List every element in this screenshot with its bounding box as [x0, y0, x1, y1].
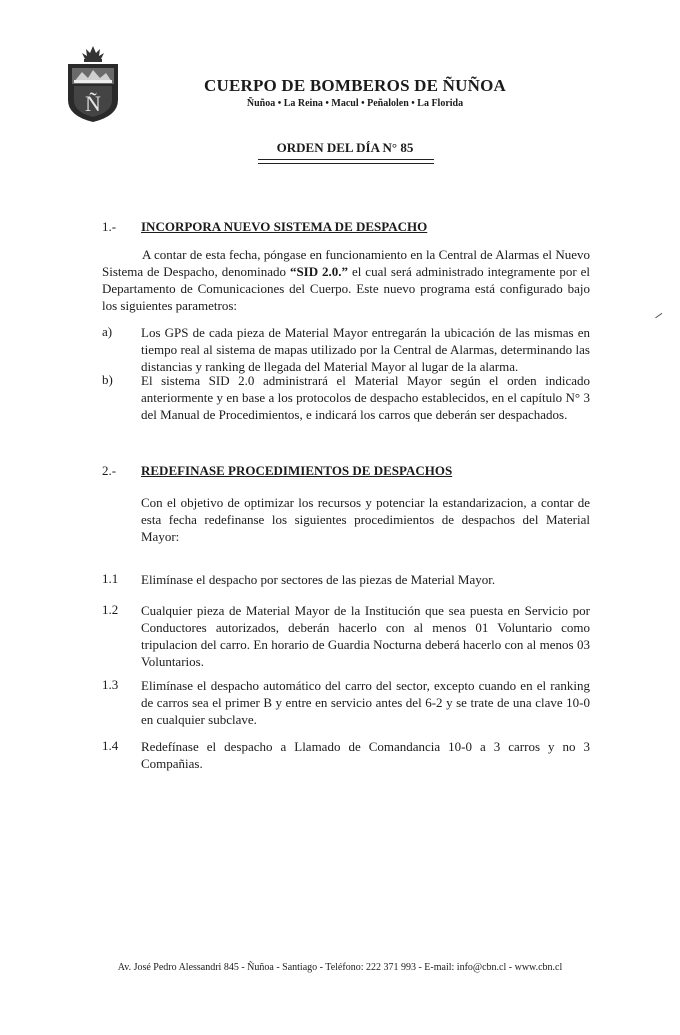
- organization-title: CUERPO DE BOMBEROS DE ÑUÑOA: [204, 76, 506, 95]
- item-b-text: El sistema SID 2.0 administrará el Material Mayor según el orden indicado anteriormente y en base a los protocolos de despacho establecidos, en el capítulo N° 3 del Manual de Procedimientos, e indicará los carros que deberán ser despachados.: [141, 373, 590, 422]
- section-1-intro: A contar de esta fecha, póngase en funcionamiento en la Central de Alarmas el Nuevo Sistema de Despacho, denominado “SID 2.0.” el cual será administrado integramente por el Departamento de Comunicaciones del Cuerpo. Este nuevo programa está configurado bajo los siguientes parametros:: [102, 247, 590, 313]
- item-1-1-label: 1.1: [102, 571, 119, 586]
- item-1-2-label: 1.2: [102, 602, 119, 617]
- title-double-underline: [258, 159, 434, 164]
- section-2-intro: Con el objetivo de optimizar los recursos y potenciar la estandarizacion, a contar de esta fecha redefinanse los siguientes procedimientos de despachos del Material Mayor:: [141, 495, 590, 544]
- item-b-label: b): [102, 372, 113, 387]
- section-2-heading: REDEFINASE PROCEDIMIENTOS DE DESPACHOS: [141, 463, 453, 478]
- section-1-number: 1.-: [102, 219, 117, 234]
- item-1-4-text: Redefínase el despacho a Llamado de Comandancia 10-0 a 3 carros y no 3 Compañias.: [141, 739, 590, 771]
- organization-communes: Ñuñoa • La Reina • Macul • Peñalolen • La Florida: [246, 98, 464, 109]
- section-1-heading: INCORPORA NUEVO SISTEMA DE DESPACHO: [141, 219, 428, 234]
- logo-letter: Ñ: [85, 91, 101, 116]
- order-of-the-day-title: ORDEN DEL DÍA N° 85: [276, 140, 414, 155]
- item-1-1-text: Elimínase el despacho por sectores de las piezas de Material Mayor.: [141, 572, 496, 587]
- bomberos-nunoa-crest-logo: [62, 44, 124, 124]
- item-1-3-text: Elimínase el despacho automático del carro del sector, excepto cuando en el ranking de carros sea el primer B y entre en servicio antes del 6-2 y se trate de una clave 10-0 en cualquier subclave.: [141, 678, 590, 727]
- item-a-label: a): [102, 324, 113, 339]
- item-a-text: Los GPS de cada pieza de Material Mayor entregarán la ubicación de las mismas en tiempo real al sistema de mapas utilizado por la Central de Alarmas, determinando las distancias y ranking de llegada del Material Mayor al lugar de la alarma.: [141, 325, 590, 374]
- footer-contact-info: Av. José Pedro Alessandri 845 - Ñuñoa - Santiago - Teléfono: 222 371 993 - E-mail: info@cbn.cl - www.cbn.cl: [117, 962, 563, 973]
- section-2-number: 2.-: [102, 463, 117, 478]
- item-1-3-label: 1.3: [102, 677, 119, 692]
- item-1-2-text: Cualquier pieza de Material Mayor de la Institución que sea puesta en Servicio por Conductores autorizados, deberán hacerlo con al menos 01 Voluntario como tripulacion del carro. En horario de Guardia Nocturna deberá hacerlo con al menos 03 Voluntarios.: [141, 603, 590, 669]
- margin-pen-mark: [655, 313, 663, 319]
- item-1-4-label: 1.4: [102, 738, 119, 753]
